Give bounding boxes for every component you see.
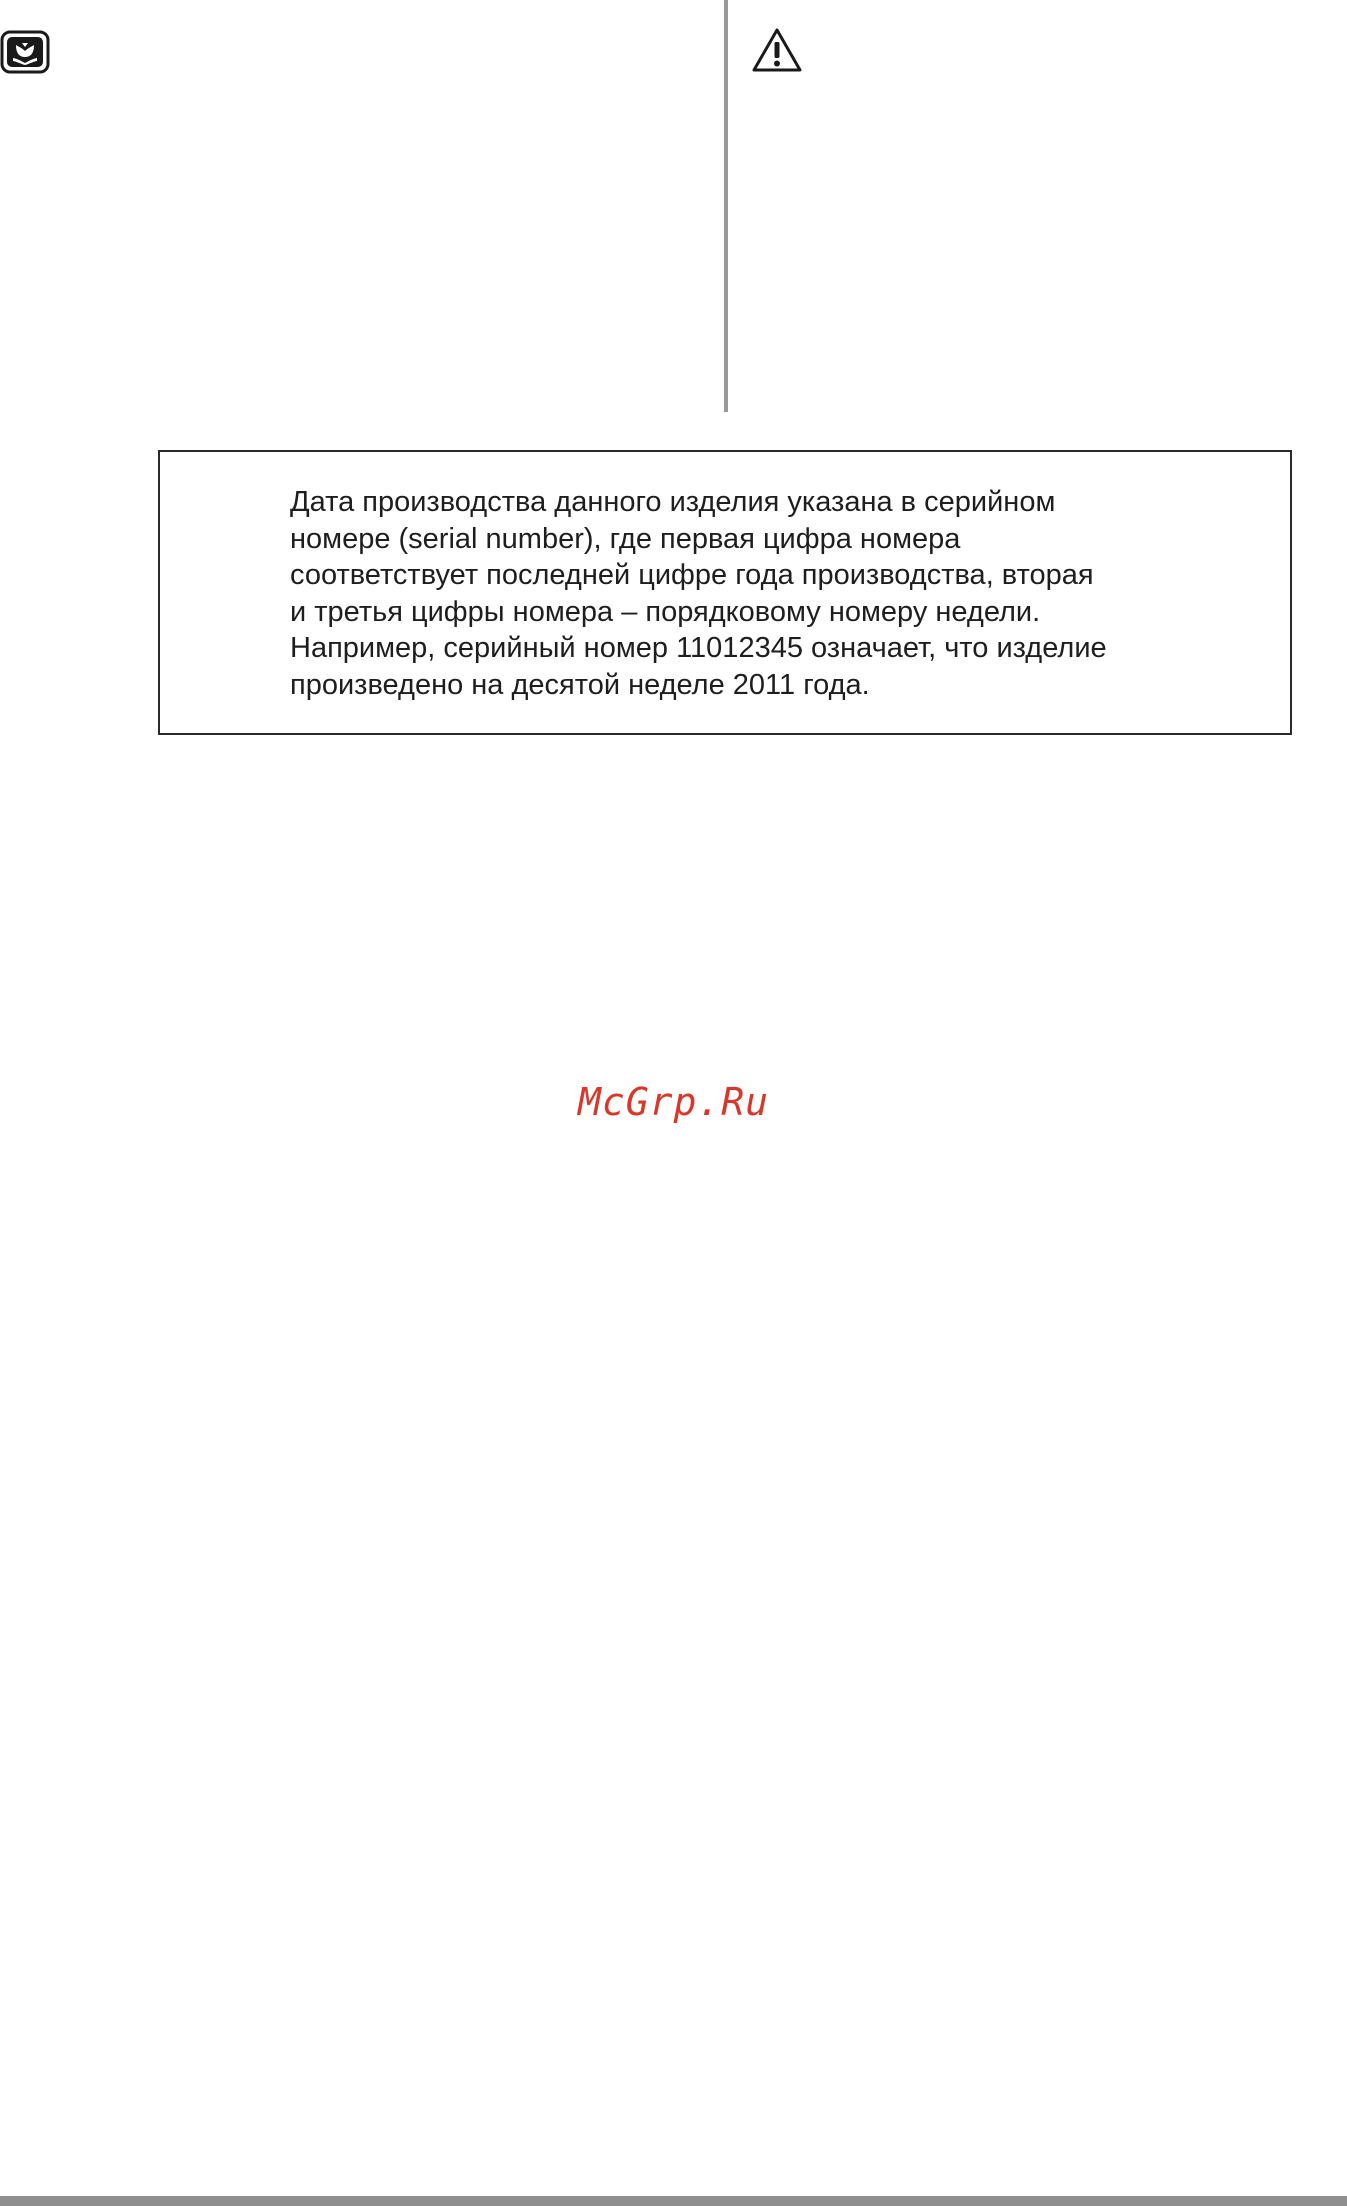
notice-line: Например, серийный номер 11012345 означает, что изделие (290, 632, 1107, 664)
notice-line: и третья цифры номера – порядковому номеру недели. (290, 595, 1041, 628)
notice-line: номере (serial number), где первая цифра номера (290, 522, 961, 555)
notice-line: соответствует последней цифре года производства, вторая (290, 559, 1094, 591)
notice-line: Дата производства данного изделия указана в серийном (290, 486, 1056, 518)
watermark-text: McGrp.Ru (578, 1080, 770, 1124)
warning-triangle-icon (751, 26, 803, 74)
eco-flower-icon (0, 30, 52, 74)
footer-bar (0, 2196, 1347, 2206)
serial-number-notice-text (290, 484, 1250, 703)
column-divider (724, 0, 728, 412)
serial-number-notice-box (158, 450, 1292, 735)
notice-line: произведено на десятой неделе 2011 года. (290, 668, 870, 701)
